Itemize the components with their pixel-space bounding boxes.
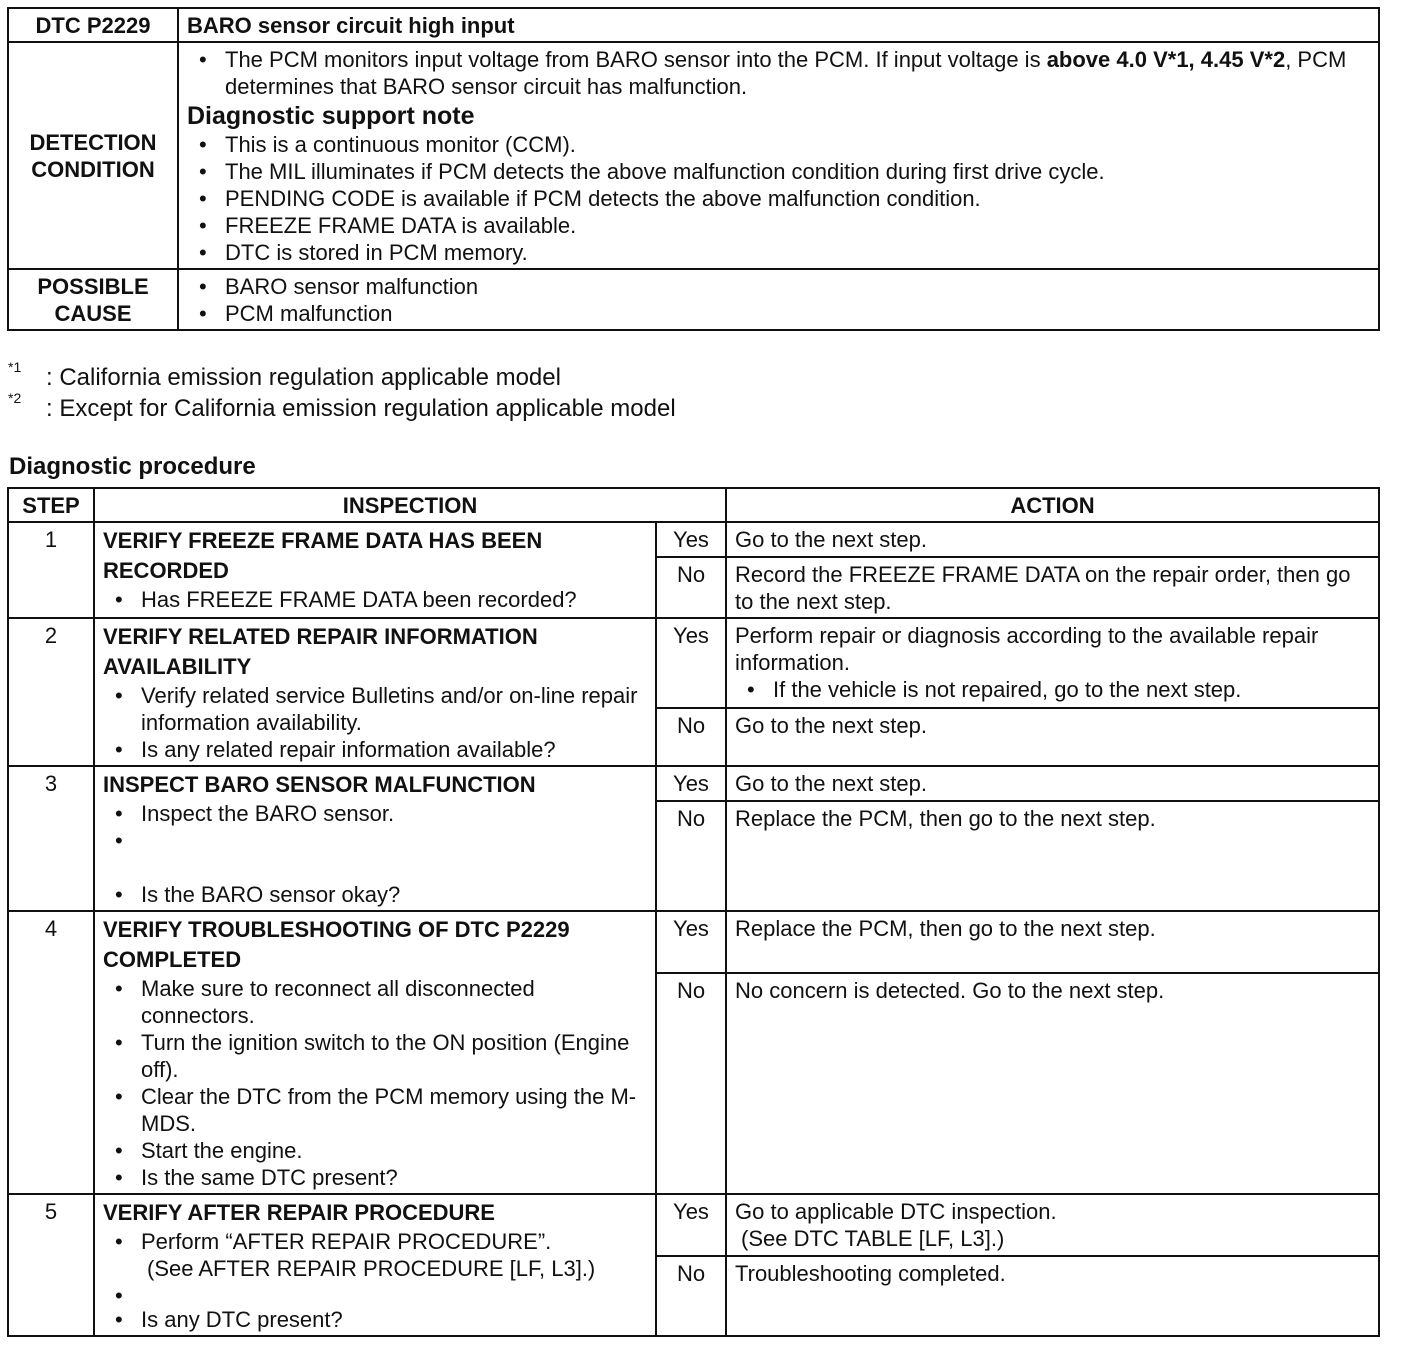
yes-label: Yes (656, 766, 726, 801)
table-row (8, 618, 1379, 708)
support-note-title: Diagnostic support note (187, 102, 475, 130)
header-inspection: INSPECTION (94, 488, 726, 522)
list-item: • If the vehicle is not repaired, go to the next step. (735, 676, 1372, 703)
list-item: • Is any DTC present? (103, 1306, 649, 1333)
step-number: 3 (8, 766, 94, 911)
list-item: • Make sure to reconnect all disconnected connectors. (103, 975, 649, 1029)
list-item: • Is the BARO sensor okay? (103, 881, 649, 908)
table-row (8, 766, 1379, 801)
header-action: ACTION (726, 488, 1379, 522)
step-title: VERIFY AFTER REPAIR PROCEDURE (103, 1200, 495, 1225)
table-row (8, 522, 1379, 557)
list-item: • The MIL illuminates if PCM detects the above malfunction condition during first drive cycle. (187, 158, 1370, 185)
step-title: VERIFY FREEZE FRAME DATA HAS BEEN RECORDED (103, 528, 543, 583)
step-inspection (94, 618, 656, 766)
step-number: 5 (8, 1194, 94, 1336)
no-action: Replace the PCM, then go to the next step. (726, 801, 1379, 911)
no-label: No (656, 1256, 726, 1336)
yes-label: Yes (656, 522, 726, 557)
step-inspection (94, 766, 656, 911)
list-item: • Is the same DTC present? (103, 1164, 649, 1191)
no-action: No concern is detected. Go to the next step. (726, 973, 1379, 1194)
yes-action: Go to the next step. (726, 766, 1379, 801)
step-number: 1 (8, 522, 94, 618)
step-inspection (94, 911, 656, 1194)
no-label: No (656, 973, 726, 1194)
yes-label: Yes (656, 1194, 726, 1256)
list-item: • Verify related service Bulletins and/or on-line repair information availability. (103, 682, 649, 736)
yes-action: Perform repair or diagnosis according to the available repair information. • If the vehicle is not repaired, go to the next step. (726, 618, 1379, 708)
list-item: • FREEZE FRAME DATA is available. (187, 212, 1370, 239)
list-item: • Is any related repair information available? (103, 736, 649, 763)
yes-action: Go to the next step. (726, 522, 1379, 557)
no-action: Go to the next step. (726, 708, 1379, 766)
step-title: VERIFY TROUBLESHOOTING OF DTC P2229 COMPLETED (103, 917, 570, 972)
list-item: • Turn the ignition switch to the ON position (Engine off). (103, 1029, 649, 1083)
footnotes (8, 359, 676, 424)
yes-action: Replace the PCM, then go to the next step. (726, 911, 1379, 973)
list-item: • PENDING CODE is available if PCM detects the above malfunction condition. (187, 185, 1370, 212)
list-item: • Start the engine. (103, 1137, 649, 1164)
step-inspection (94, 1194, 656, 1336)
table-row (8, 1194, 1379, 1256)
possible-cause-label: POSSIBLE CAUSE (8, 269, 178, 330)
step-title: INSPECT BARO SENSOR MALFUNCTION (103, 772, 536, 797)
yes-action: Go to applicable DTC inspection. (See DTC TABLE [LF, L3].) (726, 1194, 1379, 1256)
no-label: No (656, 801, 726, 911)
list-item: • BARO sensor malfunction (187, 273, 1370, 300)
list-item: • Clear the DTC from the PCM memory using the M-MDS. (103, 1083, 649, 1137)
list-item: • Perform “AFTER REPAIR PROCEDURE”. (See AFTER REPAIR PROCEDURE [LF, L3].) (103, 1228, 649, 1282)
procedure-table (7, 487, 1380, 1337)
table-row (8, 911, 1379, 973)
yes-label: Yes (656, 911, 726, 973)
dtc-info-table (7, 7, 1380, 331)
detection-condition-label: DETECTION CONDITION (8, 42, 178, 269)
detection-condition-content (178, 42, 1379, 269)
list-item: • Inspect the BARO sensor. (103, 800, 649, 827)
footnote: *1 : California emission regulation applicable model (8, 359, 561, 391)
list-item: • DTC is stored in PCM memory. (187, 239, 1370, 266)
header-step: STEP (8, 488, 94, 522)
footnote: *2 : Except for California emission regulation applicable model (8, 390, 676, 422)
list-item: • PCM malfunction (187, 300, 1370, 327)
no-action: Record the FREEZE FRAME DATA on the repair order, then go to the next step. (726, 557, 1379, 618)
dtc-code: DTC P2229 (8, 8, 178, 42)
list-item: • This is a continuous monitor (CCM). (187, 131, 1370, 158)
possible-cause-content (178, 269, 1379, 330)
step-number: 4 (8, 911, 94, 1194)
no-label: No (656, 708, 726, 766)
yes-label: Yes (656, 618, 726, 708)
support-notes-list (187, 131, 1370, 266)
step-title: VERIFY RELATED REPAIR INFORMATION AVAILABILITY (103, 624, 538, 679)
list-item: • Has FREEZE FRAME DATA been recorded? (103, 586, 649, 613)
step-inspection (94, 522, 656, 618)
no-label: No (656, 557, 726, 618)
monitor-description: • The PCM monitors input voltage from BARO sensor into the PCM. If input voltage is above 4.0 V*1, 4.45 V*2, PCM determines that BARO sensor circuit has malfunction. (187, 46, 1370, 100)
procedure-title: Diagnostic procedure (9, 453, 256, 480)
dtc-title: BARO sensor circuit high input (178, 8, 1379, 42)
no-action: Troubleshooting completed. (726, 1256, 1379, 1336)
step-number: 2 (8, 618, 94, 766)
